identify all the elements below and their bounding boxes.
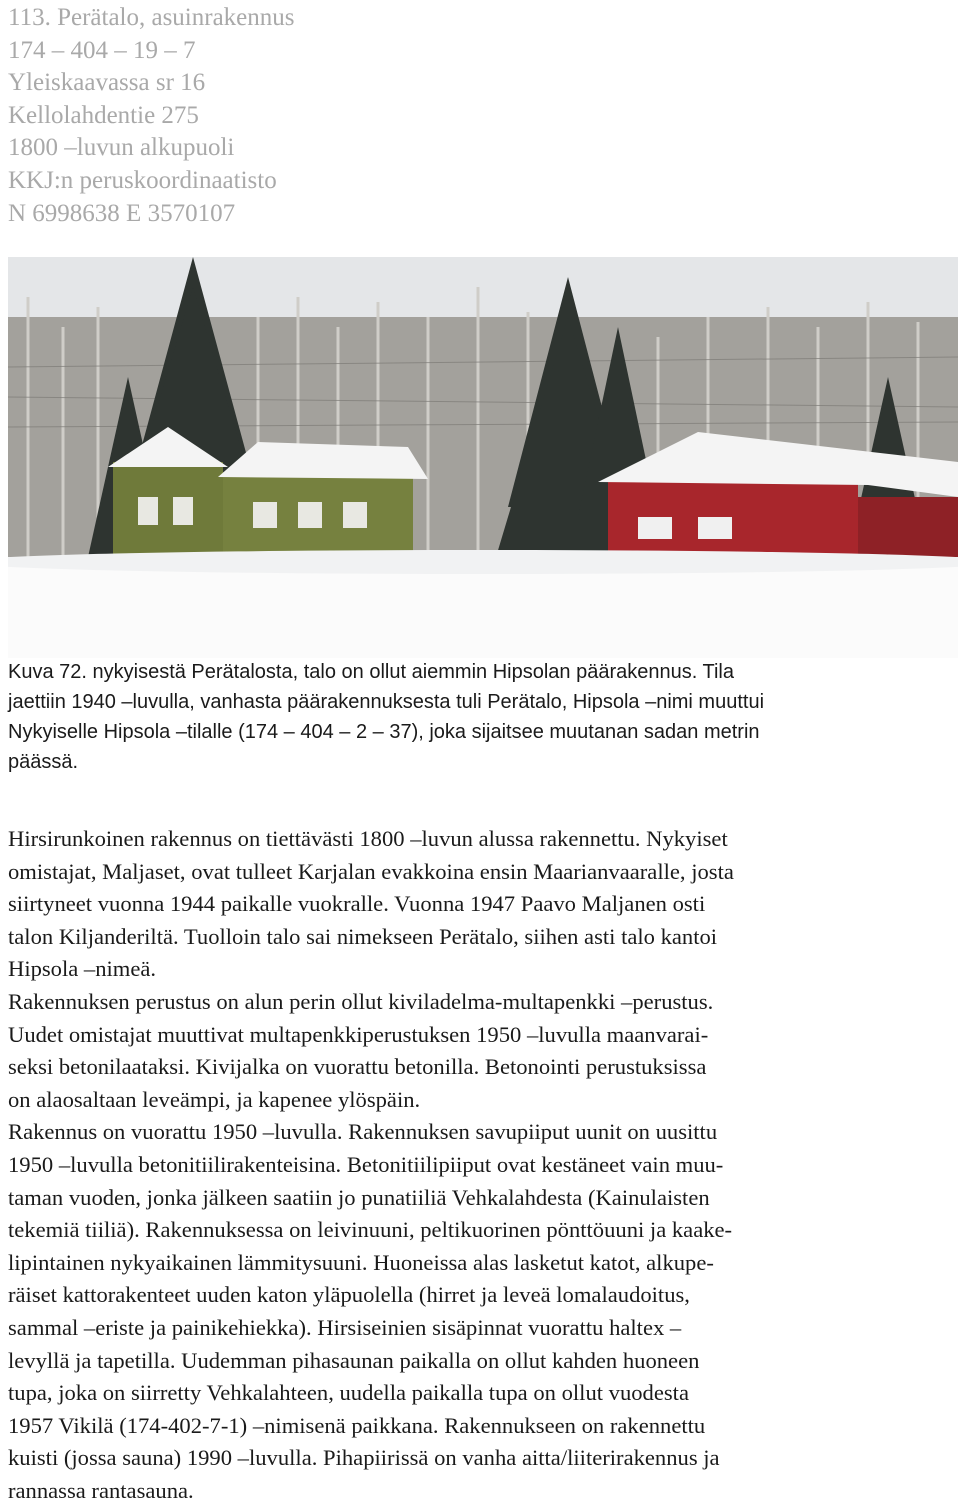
- body-line: on alaosaltaan leveämpi, ja kapenee ylöspäin.: [8, 1086, 421, 1112]
- farmhouse-winter-photo: [8, 257, 958, 658]
- caption-line: jaettiin 1940 –luvulla, vanhasta päärakennuksesta tuli Perätalo, Hipsola –nimi muuttui: [8, 691, 765, 713]
- header-property-id: 174 – 404 – 19 – 7: [8, 36, 196, 64]
- body-line: Hipsola –nimeä.: [8, 956, 157, 982]
- body-line: tekemiä tiiliä). Rakennuksessa on leivinuuni, peltikuorinen pönttöuuni ja kaake-: [8, 1217, 733, 1243]
- body-line: Hirsirunkoinen rakennus on tiettävästi 1800 –luvun alussa rakennettu. Nykyiset: [8, 826, 728, 851]
- header-coordinates: N 6998638 E 3570107: [8, 199, 236, 227]
- body-line: lipintainen nykyaikainen lämmitysuuni. Huoneissa alas lasketut katot, alkupe-: [8, 1249, 714, 1275]
- body-line: kuisti (jossa sauna) 1990 –luvulla. Pihapiirissä on vanha aitta/liiterirakennus ja: [8, 1445, 720, 1471]
- photo-caption: [8, 657, 958, 777]
- caption-line: Nykyiselle Hipsola –tilalle (174 – 404 – 2 – 37), joka sijaitsee muutanan sadan metrin: [8, 721, 760, 743]
- body-line: siirtyneet vuonna 1944 paikalle vuokralle. Vuonna 1947 Paavo Maljanen osti: [8, 891, 706, 917]
- body-line: Rakennuksen perustus on alun perin ollut kiviladelma-multapenkki –perustus.: [8, 988, 714, 1014]
- header-zoning: Yleiskaavassa sr 16: [8, 69, 206, 97]
- body-line: tupa, joka on siirretty Vehkalahteen, uudella paikalla tupa on ollut vuodesta: [8, 1380, 689, 1406]
- body-line: Rakennus on vuorattu 1950 –luvulla. Rakennuksen savupiiput uunit on uusittu: [8, 1119, 718, 1145]
- body-line: 1950 –luvulla betonitiilirakenteisina. Betonitiilipiiput ovat kestäneet vain muu-: [8, 1151, 724, 1177]
- body-line: seksi betonilaataksi. Kivijalka on vuorattu betonilla. Betonointi perustuksissa: [8, 1054, 707, 1080]
- caption-line: Kuva 72. nykyisestä Perätalosta, talo on ollut aiemmin Hipsolan päärakennus. Tila: [8, 661, 734, 683]
- body-line: talon Kiljanderiltä. Tuolloin talo sai nimekseen Perätalo, siihen asti talo kantoi: [8, 923, 718, 949]
- building-description: [8, 823, 953, 1507]
- header-address: Kellolahdentie 275: [8, 101, 199, 129]
- caption-line: päässä.: [8, 751, 79, 773]
- body-line: rannassa rantasauna.: [8, 1477, 194, 1503]
- header-era: 1800 –luvun alkupuoli: [8, 134, 235, 162]
- body-line: sammal –eriste ja painikehiekka). Hirsiseinien sisäpinnat vuorattu haltex –: [8, 1314, 682, 1340]
- body-line: räiset kattorakenteet uuden katon yläpuolella (hirret ja leveä lomalaudoitus,: [8, 1282, 690, 1308]
- body-line: omistajat, Maljaset, ovat tulleet Karjalan evakkoina ensin Maarianvaaralle, josta: [8, 858, 734, 884]
- property-header: [8, 2, 295, 230]
- header-title: 113. Perätalo, asuinrakennus: [8, 4, 295, 31]
- body-line: taman vuoden, jonka jälkeen saatiin jo punatiiliä Vehkalahdesta (Kainulaisten: [8, 1184, 710, 1210]
- body-line: levyllä ja tapetilla. Uudemman pihasaunan paikalla on ollut kahden huoneen: [8, 1347, 700, 1373]
- body-line: Uudet omistajat muuttivat multapenkkiperustuksen 1950 –luvulla maanvarai-: [8, 1021, 709, 1047]
- body-line: 1957 Vikilä (174-402-7-1) –nimisenä paikkana. Rakennukseen on rakennettu: [8, 1412, 706, 1438]
- header-coordinate-system: KKJ:n peruskoordinaatisto: [8, 166, 277, 194]
